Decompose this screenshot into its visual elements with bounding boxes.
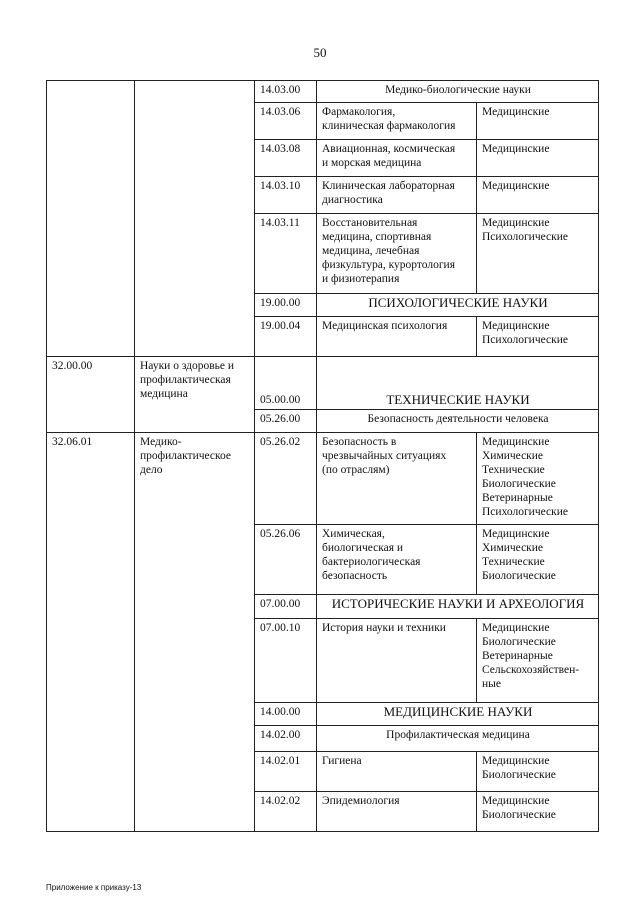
specialty-code [255, 81, 317, 103]
specialty-code-text: 19.00.04 [260, 320, 301, 332]
specialty-name-line: История науки и техники [322, 622, 446, 634]
science-branch: Ветеринарные [482, 650, 553, 662]
science-branch: ные [482, 678, 501, 690]
section-heading-text: ИСТОРИЧЕСКИЕ НАУКИ И АРХЕОЛОГИЯ [331, 596, 585, 611]
specialty-code [255, 619, 317, 703]
specialty-name [317, 177, 477, 214]
science-branches [477, 619, 599, 703]
science-branches [477, 792, 599, 832]
specialty-code [255, 726, 317, 752]
science-branch: Психологические [482, 506, 568, 518]
specialty-code-text: 14.03.06 [260, 106, 301, 118]
direction-title-line: Медико- [140, 436, 182, 448]
science-branch: Сельскохозяйствен- [482, 664, 580, 676]
table-row [47, 81, 599, 103]
science-branch: Технические [482, 464, 545, 476]
section-heading [317, 703, 599, 726]
science-branches [477, 103, 599, 140]
science-branches [477, 433, 599, 525]
science-branch: Технические [482, 556, 545, 568]
specialty-code-text: 14.02.02 [260, 795, 301, 807]
science-branch: Химические [482, 542, 544, 554]
specialty-name-line: Медицинская психология [322, 320, 448, 332]
specialty-name-line: и физиотерапия [322, 273, 400, 285]
science-branch: Медицинские [482, 436, 550, 448]
specialty-code [255, 525, 317, 595]
specialty-name-line: Клиническая лабораторная [322, 180, 455, 192]
specialty-name-line: Безопасность в [322, 436, 397, 448]
direction-title-line: медицина [140, 388, 188, 400]
specialty-code-text: 07.00.10 [260, 622, 301, 634]
specialty-name-line: Химическая, [322, 528, 385, 540]
specialty-code [255, 433, 317, 525]
specialty-name-line: Эпидемиология [322, 795, 400, 807]
science-branch: Химические [482, 450, 544, 462]
science-branches [477, 140, 599, 177]
specialty-code-text: 05.26.02 [260, 436, 301, 448]
table-row [47, 357, 599, 410]
science-branches [477, 752, 599, 792]
specialty-code [255, 703, 317, 726]
specialty-name [317, 433, 477, 525]
section-heading-text: Безопасность деятельности человека [367, 413, 549, 425]
direction-title-line: Науки о здоровье и [140, 360, 235, 372]
specialty-name-line: Авиационная, космическая [322, 143, 456, 155]
science-branch: Медицинские [482, 528, 550, 540]
section-heading [317, 357, 599, 410]
specialty-name-line: чрезвычайных ситуациях [322, 450, 447, 462]
section-heading [317, 595, 599, 619]
science-branch: Ветеринарные [482, 492, 553, 504]
specialty-code [255, 214, 317, 294]
science-branch: Психологические [482, 231, 568, 243]
specialty-name-line: Фармакология, [322, 106, 396, 118]
section-heading-text: ПСИХОЛОГИЧЕСКИЕ НАУКИ [368, 295, 548, 310]
specialty-name-line: клиническая фармакология [322, 120, 456, 132]
section-heading-text: Медико-биологические науки [385, 84, 531, 96]
specialty-code [255, 752, 317, 792]
specialty-code [255, 357, 317, 410]
specialty-code [255, 792, 317, 832]
specialty-code-text: 14.03.08 [260, 143, 301, 155]
science-branches [477, 177, 599, 214]
specialty-code-text: 19.00.00 [260, 297, 301, 309]
specialty-code [255, 317, 317, 357]
specialty-name-line: медицина, спортивная [322, 231, 432, 243]
science-branch: Медицинские [482, 143, 550, 155]
science-branch: Медицинские [482, 180, 550, 192]
specialty-name [317, 525, 477, 595]
direction-title-line: дело [140, 464, 163, 476]
empty-cell [47, 81, 135, 357]
section-heading [317, 81, 599, 103]
direction-title-line: профилактическое [140, 450, 231, 462]
section-heading-text: МЕДИЦИНСКИЕ НАУКИ [383, 704, 533, 719]
specialty-code [255, 294, 317, 317]
page-number: 50 [313, 45, 327, 60]
direction-code [47, 433, 135, 832]
specialty-name [317, 752, 477, 792]
section-heading [317, 726, 599, 752]
specialty-code [255, 177, 317, 214]
science-branch: Медицинские [482, 320, 550, 332]
specialty-code-text: 07.00.00 [260, 598, 301, 610]
specialty-code-text: 14.02.00 [260, 729, 301, 741]
empty-cell [135, 81, 255, 357]
specialty-name-line: (по отраслям) [322, 464, 390, 476]
direction-code-text: 32.00.00 [52, 360, 93, 372]
specialty-name [317, 214, 477, 294]
specialty-code [255, 140, 317, 177]
science-branches [477, 317, 599, 357]
science-branch: Медицинские [482, 795, 550, 807]
section-heading-text: Профилактическая медицина [386, 729, 530, 741]
science-branch: Медицинские [482, 755, 550, 767]
science-branch: Биологические [482, 636, 556, 648]
science-branch: Медицинские [482, 106, 550, 118]
science-branch: Медицинские [482, 217, 550, 229]
specialty-code-text: 05.00.00 [260, 394, 301, 406]
specialty-code-text: 05.26.00 [260, 413, 301, 425]
specialty-code [255, 595, 317, 619]
specialty-code [255, 103, 317, 140]
specialty-name-line: физкультура, курортология [322, 259, 455, 271]
science-branch: Биологические [482, 769, 556, 781]
specialty-name [317, 792, 477, 832]
direction-title-line: профилактическая [140, 374, 231, 386]
science-branches [477, 525, 599, 595]
direction-code-text: 32.06.01 [52, 436, 93, 448]
specialty-name-line: Гигиена [322, 755, 362, 767]
direction-code [47, 357, 135, 433]
science-branch: Биологические [482, 809, 556, 821]
science-branch: Психологические [482, 334, 568, 346]
specialty-name-line: Восстановительная [322, 217, 418, 229]
science-branch: Медицинские [482, 622, 550, 634]
section-heading [317, 294, 599, 317]
specialty-code-text: 14.00.00 [260, 706, 301, 718]
specialty-code-text: 05.26.06 [260, 528, 301, 540]
specialty-name-line: бактериологическая [322, 556, 421, 568]
science-branch: Биологические [482, 570, 556, 582]
specialty-name [317, 140, 477, 177]
specialty-name-line: безопасность [322, 570, 388, 582]
specialty-name-line: медицина, лечебная [322, 245, 420, 257]
footer-note: Приложение к приказу-13 [46, 883, 142, 892]
specialties-table [46, 80, 599, 832]
direction-title [135, 357, 255, 433]
specialty-code-text: 14.02.01 [260, 755, 301, 767]
specialty-code-text: 14.03.11 [260, 217, 300, 229]
specialty-name-line: биологическая и [322, 542, 404, 554]
section-heading-text: ТЕХНИЧЕСКИЕ НАУКИ [386, 392, 530, 407]
section-heading [317, 410, 599, 433]
specialty-code-text: 14.03.10 [260, 180, 301, 192]
specialty-code-text: 14.03.00 [260, 84, 301, 96]
table-row [47, 433, 599, 525]
specialty-name [317, 317, 477, 357]
specialty-name-line: диагностика [322, 194, 383, 206]
specialty-code [255, 410, 317, 433]
specialty-name [317, 619, 477, 703]
specialty-name [317, 103, 477, 140]
science-branch: Биологические [482, 478, 556, 490]
science-branches [477, 214, 599, 294]
specialty-name-line: и морская медицина [322, 157, 422, 169]
direction-title [135, 433, 255, 832]
